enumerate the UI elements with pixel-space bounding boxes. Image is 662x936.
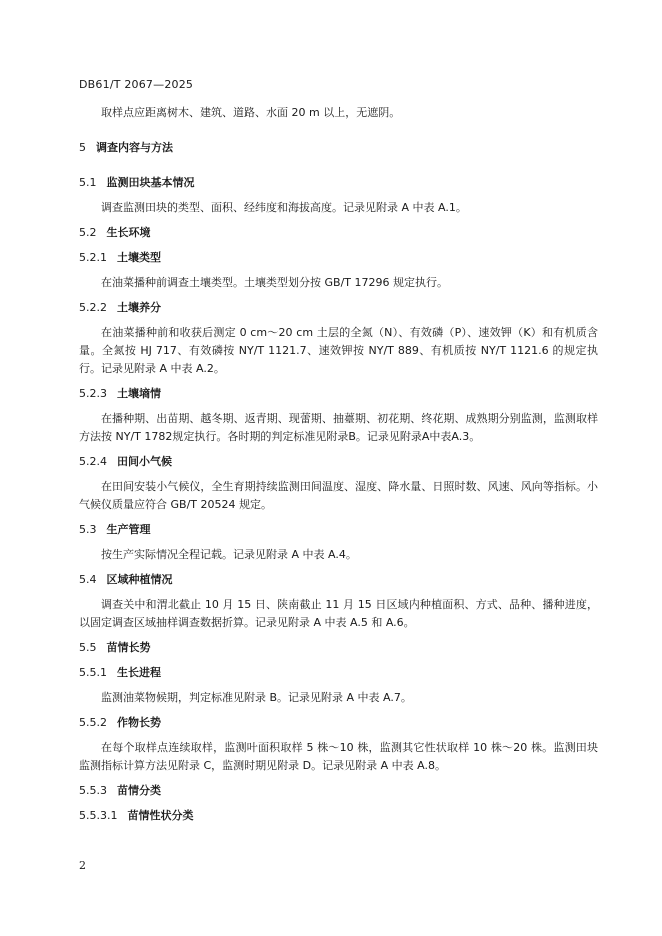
heading-number: 5 (79, 141, 86, 154)
heading-5-5 (79, 639, 598, 657)
heading-title: 土壤养分 (117, 301, 161, 314)
intro-paragraph: 取样点应距离树木、建筑、道路、水面 20 m 以上，无遮阴。 (101, 106, 401, 119)
heading-title: 生长进程 (117, 666, 161, 679)
heading-5-5-1 (79, 664, 598, 682)
heading-title: 监测田块基本情况 (106, 176, 195, 189)
page-number: 2 (79, 859, 86, 872)
paragraph-5-2-3: 在播种期、出苗期、越冬期、返青期、现蕾期、抽薹期、初花期、终花期、成熟期分别监测，监测取样方法按 NY/T 1782规定执行。各时期的判定标准见附录B。记录见附录A中表A.3。 (79, 412, 598, 443)
paragraph-5-2-2: 在油菜播种前和收获后测定 0 cm～20 cm 土层的全氮（N）、有效磷（P）、速效钾（K）和有机质含量。全氮按 HJ 717、有效磷按 NY/T 1121.7、速效钾按 NY/T 889、有机质按 NY/T 1121.6 的规定执行。记录见附录 A 中表 A.2。 (79, 326, 598, 375)
heading-title: 苗情性状分类 (127, 809, 194, 822)
heading-title: 土壤墒情 (117, 387, 161, 400)
heading-number: 5.2.1 (79, 251, 107, 264)
document-body (79, 104, 598, 825)
heading-5-2 (79, 224, 598, 242)
paragraph-5-2-4: 在田间安装小气候仪，全生育期持续监测田间温度、湿度、降水量、日照时数、风速、风向等指标。小气候仪质量应符合 GB/T 20524 规定。 (79, 480, 598, 511)
heading-number: 5.2 (79, 226, 97, 239)
heading-5-3 (79, 521, 598, 539)
heading-title: 作物长势 (117, 716, 161, 729)
heading-5-2-3 (79, 385, 598, 403)
heading-title: 区域种植情况 (106, 573, 173, 586)
heading-number: 5.2.4 (79, 455, 107, 468)
heading-number: 5.2.2 (79, 301, 107, 314)
paragraph-5-3: 按生产实际情况全程记载。记录见附录 A 中表 A.4。 (101, 548, 357, 561)
paragraph-5-4: 调查关中和渭北截止 10 月 15 日、陕南截止 11 月 15 日区域内种植面积、方式、品种、播种进度，以固定调查区域抽样调查数据折算。记录见附录 A 中表 A.5 和 A.6。 (79, 598, 598, 629)
heading-5-5-2 (79, 714, 598, 732)
paragraph-5-1: 调查监测田块的类型、面积、经纬度和海拔高度。记录见附录 A 中表 A.1。 (101, 201, 467, 214)
heading-5-4 (79, 571, 598, 589)
paragraph-5-5-2: 在每个取样点连续取样，监测叶面积取样 5 株～10 株，监测其它性状取样 10 株～20 株。监测田块监测指标计算方法见附录 C，监测时期见附录 D。记录见附录 A 中表 A.8。 (79, 741, 598, 772)
heading-title: 调查内容与方法 (96, 141, 173, 154)
heading-number: 5.5.3 (79, 784, 107, 797)
heading-title: 生长环境 (106, 226, 151, 239)
heading-5-5-3-1 (79, 807, 598, 825)
heading-title: 苗情长势 (106, 641, 151, 654)
paragraph-5-5-1: 监测油菜物候期，判定标准见附录 B。记录见附录 A 中表 A.7。 (101, 691, 412, 704)
heading-number: 5.5.2 (79, 716, 107, 729)
heading-title: 生产管理 (106, 523, 151, 536)
heading-number: 5.4 (79, 573, 97, 586)
document-id: DB61/T 2067—2025 (79, 78, 194, 91)
paragraph-5-2-1: 在油菜播种前调查土壤类型。土壤类型划分按 GB/T 17296 规定执行。 (101, 276, 448, 289)
heading-number: 5.5.1 (79, 666, 107, 679)
heading-5-2-1 (79, 249, 598, 267)
heading-number: 5.1 (79, 176, 97, 189)
heading-title: 田间小气候 (117, 455, 172, 468)
heading-number: 5.3 (79, 523, 97, 536)
heading-5-2-2 (79, 299, 598, 317)
heading-number: 5.2.3 (79, 387, 107, 400)
heading-5-5-3 (79, 782, 598, 800)
heading-5-1 (79, 174, 598, 192)
heading-number: 5.5 (79, 641, 97, 654)
heading-5-2-4 (79, 453, 598, 471)
heading-title: 土壤类型 (117, 251, 161, 264)
heading-5 (79, 139, 598, 157)
heading-number: 5.5.3.1 (79, 809, 118, 822)
heading-title: 苗情分类 (117, 784, 161, 797)
